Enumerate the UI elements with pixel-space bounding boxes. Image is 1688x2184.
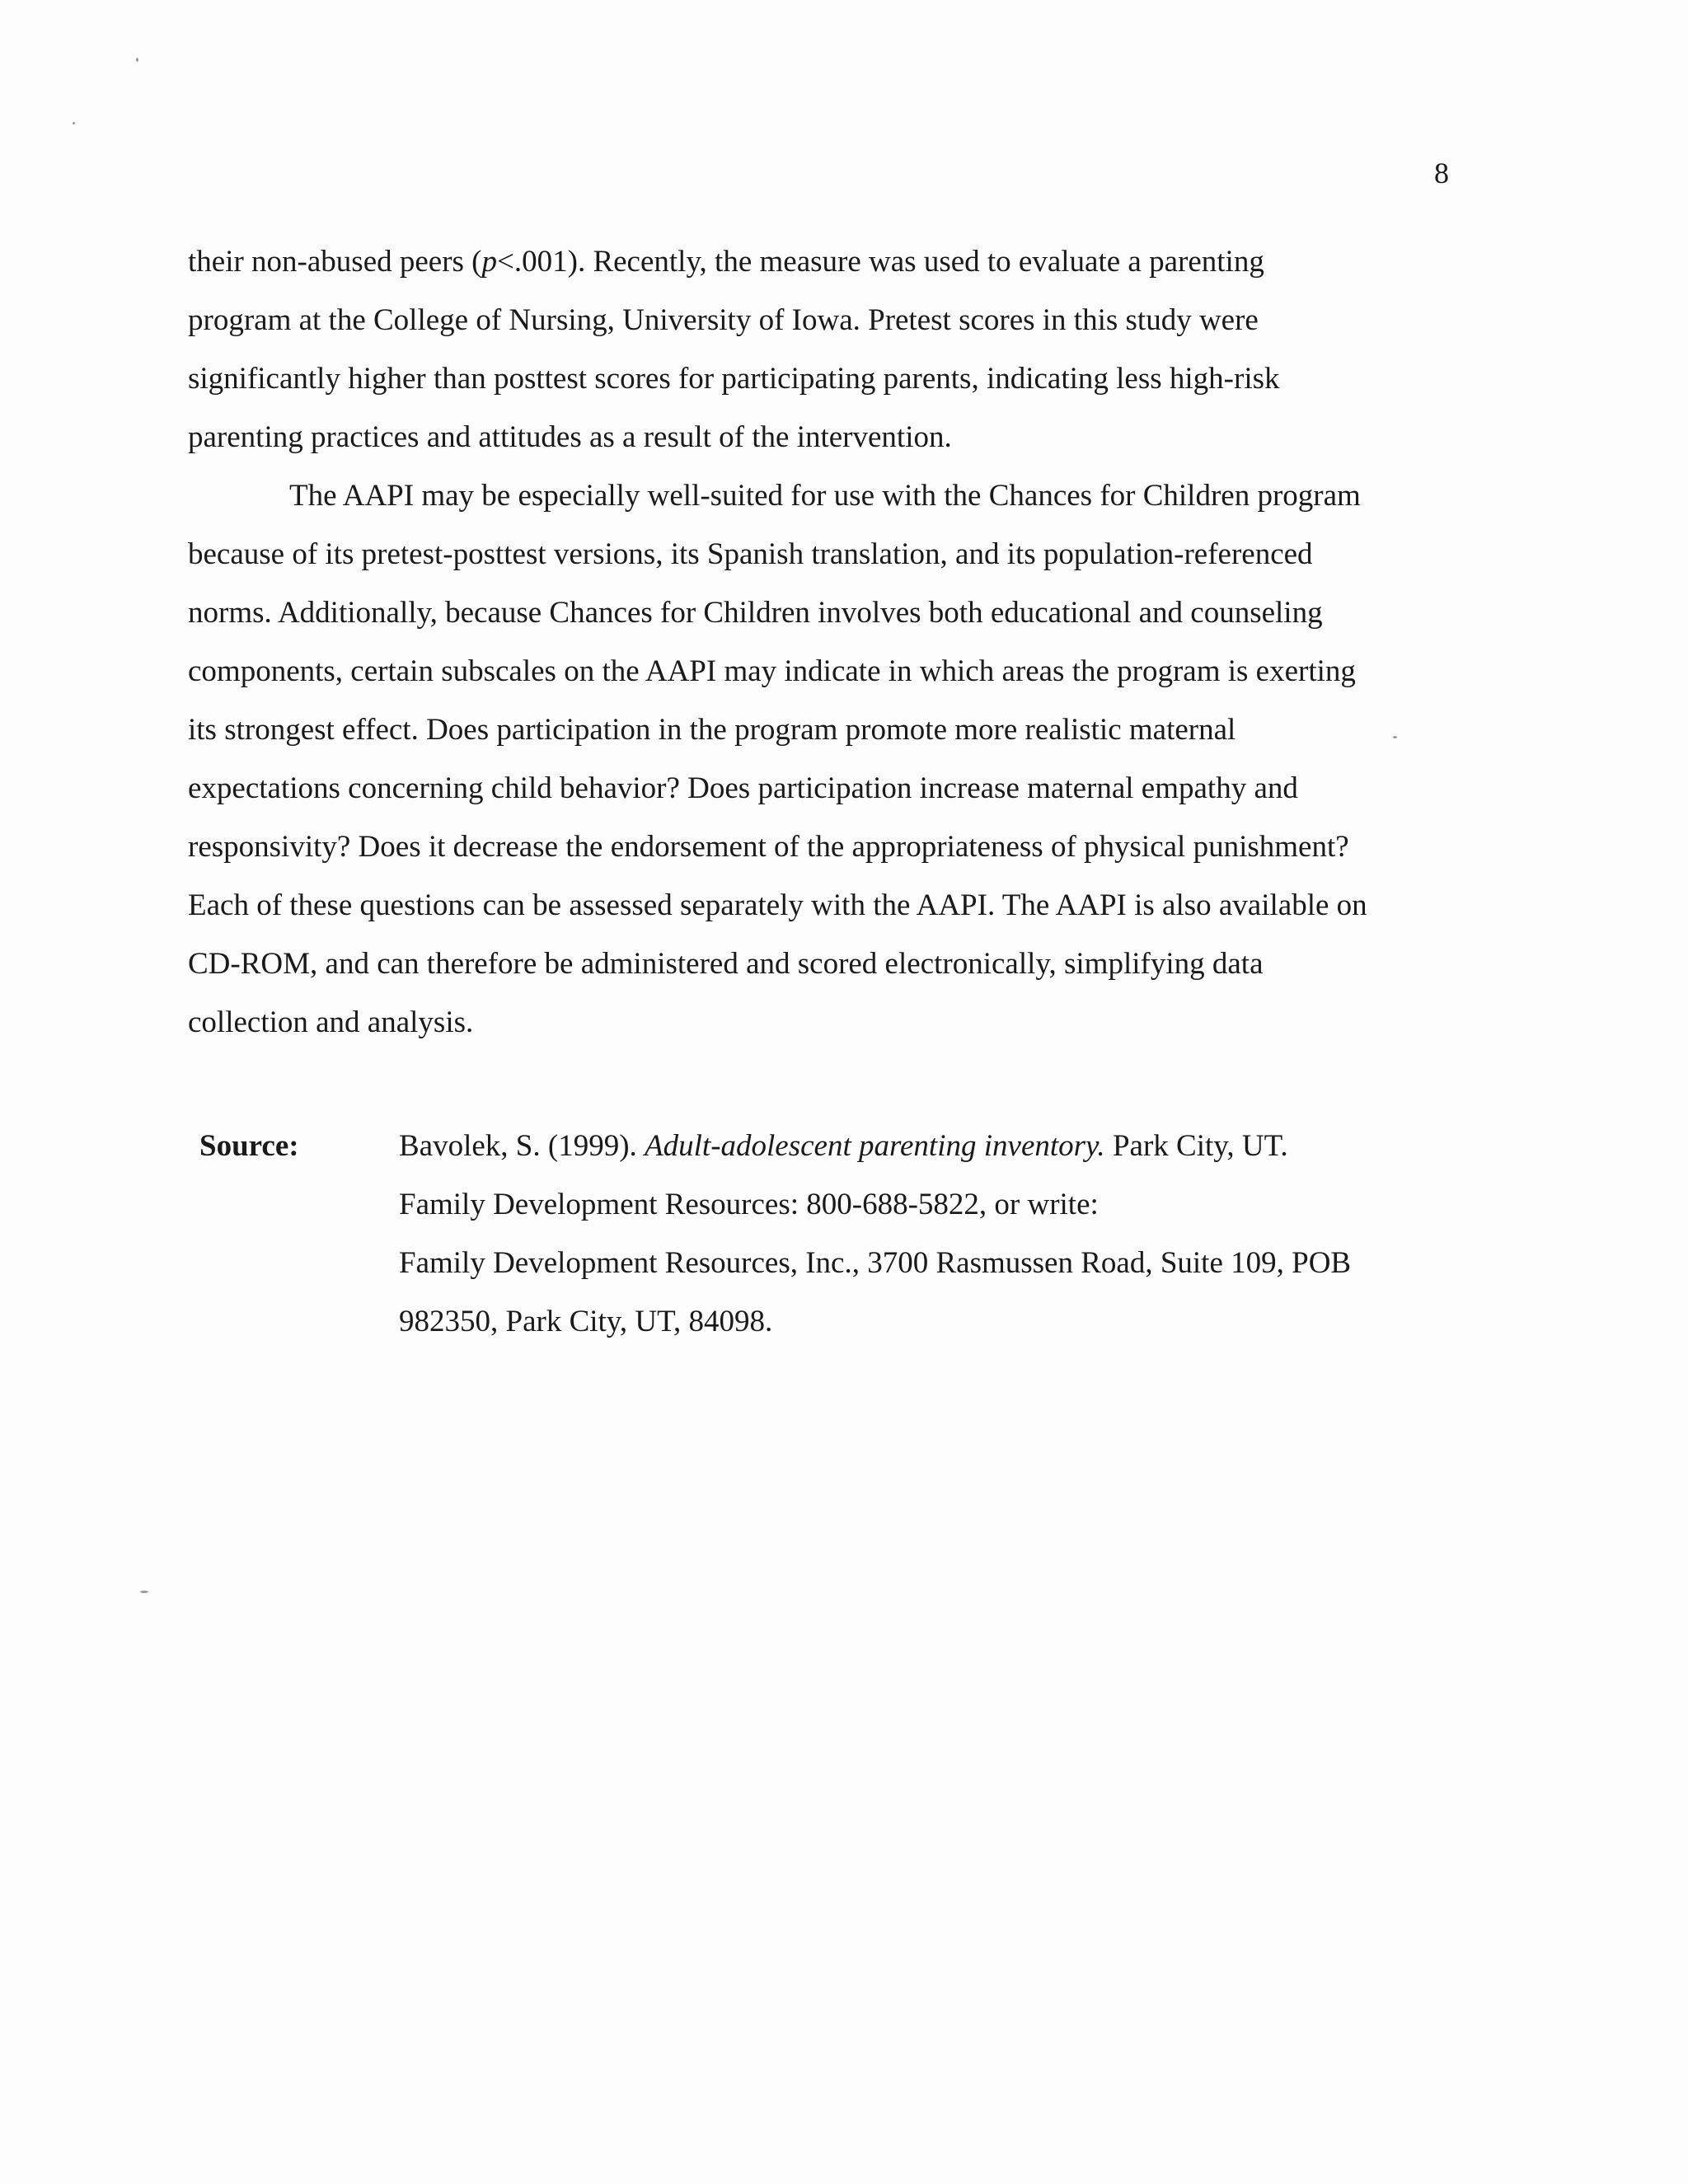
paragraph-2-line-2: because of its pretest-posttest versions, its Spanish translation, and its population-referenced (188, 537, 1313, 571)
citation-author: Bavolek, S. (1999). (399, 1129, 645, 1163)
source-label: Source: (199, 1129, 299, 1163)
paragraph-2-line-10: collection and analysis. (188, 1005, 474, 1039)
paragraph-2-line-5: its strongest effect. Does participation in the program promote more realistic maternal (188, 713, 1236, 747)
page-number: 8 (1434, 157, 1449, 190)
paragraph-2-line-3: norms. Additionally, because Chances for Children involves both educational and counseling (188, 596, 1323, 630)
citation-title: Adult-adolescent parenting inventory. (645, 1129, 1105, 1163)
paragraph-2-line-4: components, certain subscales on the AAPI may indicate in which areas the program is exerting (188, 654, 1356, 688)
text-segment: <.001). Recently, the measure was used to evaluate a parenting (497, 245, 1264, 279)
source-line-3: Family Development Resources, Inc., 3700 Rasmussen Road, Suite 109, POB (399, 1246, 1352, 1280)
source-line-2: Family Development Resources: 800-688-5822, or write: (399, 1188, 1099, 1221)
paragraph-1-line-3: significantly higher than posttest scores for participating parents, indicating less high-risk (188, 362, 1280, 396)
scan-speck (73, 122, 75, 124)
citation-place: Park City, UT. (1104, 1129, 1288, 1163)
source-text (399, 1117, 1470, 1351)
body-text (188, 232, 1507, 1052)
paragraph-2-line-7: responsivity? Does it decrease the endorsement of the appropriateness of physical punishment? (188, 830, 1349, 864)
paragraph-2-line-9: CD-ROM, and can therefore be administered and scored electronically, simplifying data (188, 947, 1264, 981)
p-value-symbol: p (481, 245, 498, 279)
paragraph-2-line-1: The AAPI may be especially well-suited for use with the Chances for Children program (289, 479, 1361, 513)
paragraph-2-line-6: expectations concerning child behavior? Does participation increase maternal empathy and (188, 771, 1298, 805)
paragraph-1-line-1 (188, 232, 1507, 291)
source-line-4: 982350, Park City, UT, 84098. (399, 1305, 773, 1338)
paragraph-1-line-4: parenting practices and attitudes as a result of the intervention. (188, 420, 952, 454)
paragraph-1-line-2: program at the College of Nursing, University of Iowa. Pretest scores in this study were (188, 303, 1259, 337)
text-segment: their non-abused peers ( (188, 245, 482, 279)
scan-speck (1393, 736, 1397, 738)
scan-speck (136, 58, 138, 62)
scan-speck (140, 1591, 148, 1593)
source-line-1 (399, 1117, 1470, 1175)
paragraph-2-line-8: Each of these questions can be assessed separately with the AAPI. The AAPI is also available on (188, 888, 1367, 922)
